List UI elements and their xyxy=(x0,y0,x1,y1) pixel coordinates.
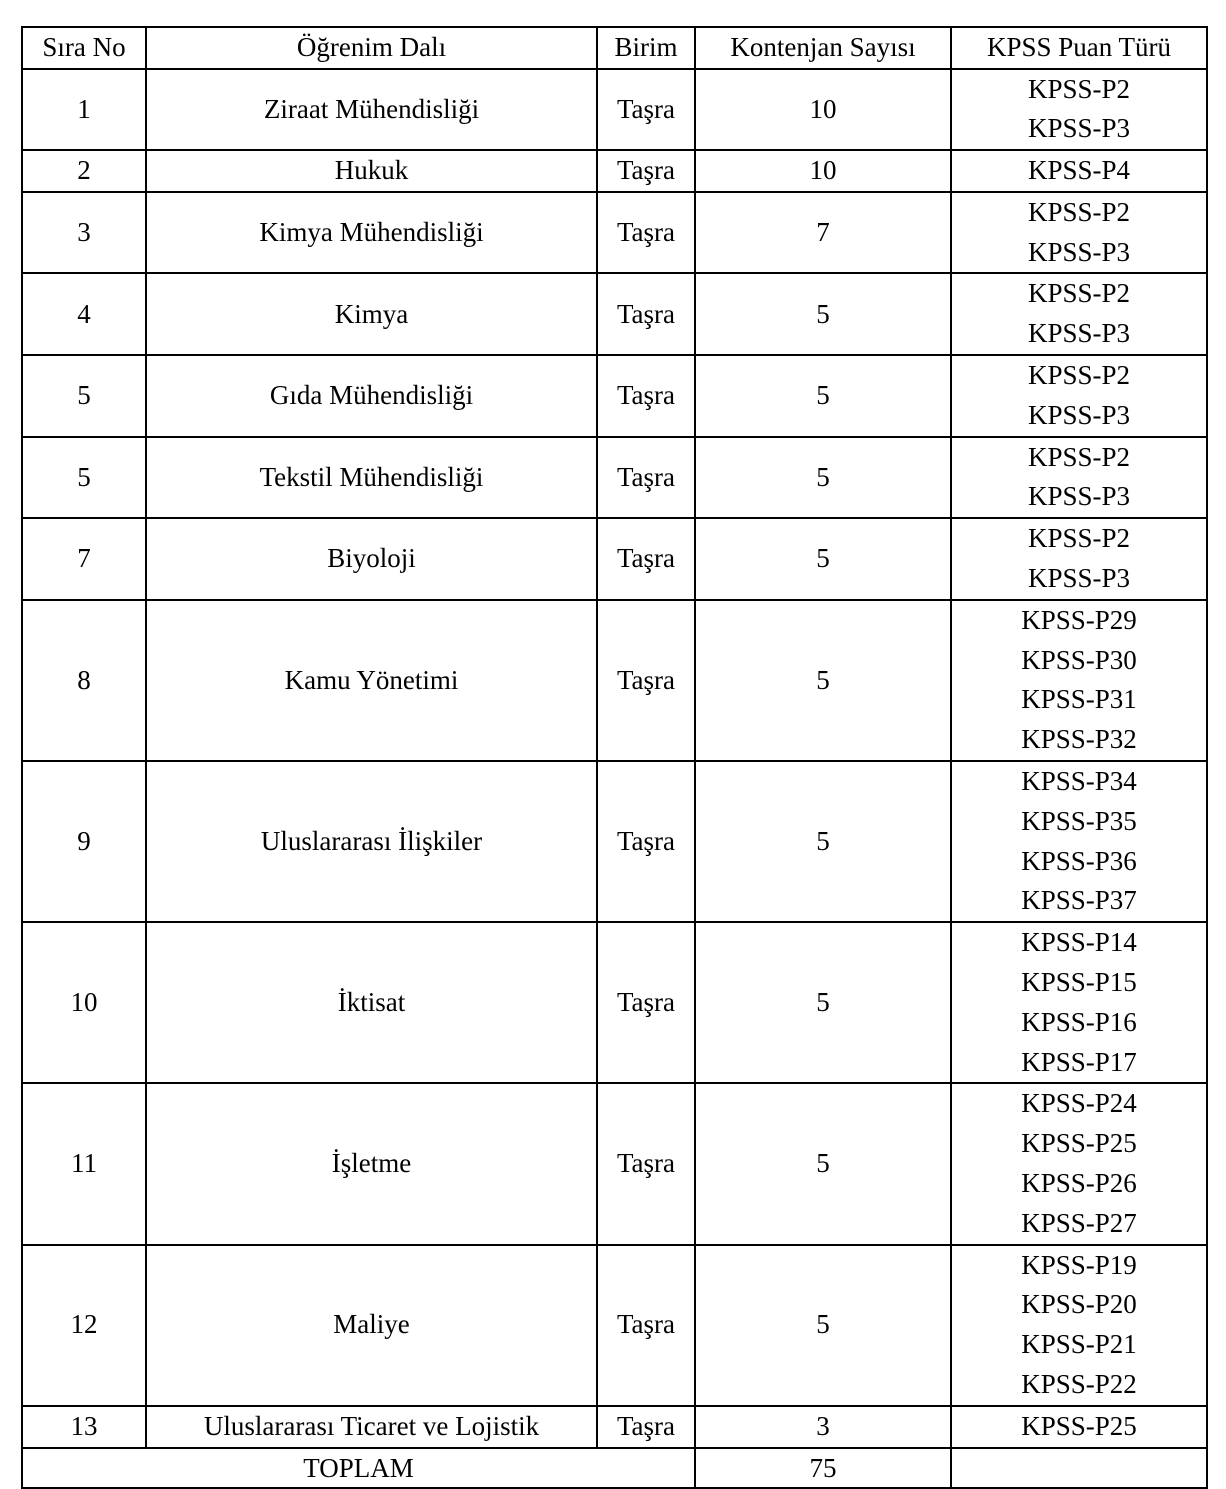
kpss-code: KPSS-P36 xyxy=(1021,845,1137,876)
cell-ogrenim-dali: Ziraat Mühendisliği xyxy=(146,69,597,151)
table-row xyxy=(22,192,1207,274)
kpss-code: KPSS-P3 xyxy=(1027,113,1131,144)
table-row xyxy=(22,437,1207,519)
kpss-code: KPSS-P19 xyxy=(1021,1249,1137,1280)
cell-sira-no: 12 xyxy=(22,1245,146,1406)
table-row xyxy=(22,922,1207,1083)
header-ogrenim-dali: Öğrenim Dalı xyxy=(146,27,597,69)
cell-birim: Taşra xyxy=(597,1245,695,1406)
cell-sira-no: 3 xyxy=(22,192,146,274)
cell-ogrenim-dali: Uluslararası Ticaret ve Lojistik xyxy=(146,1406,597,1448)
cell-birim: Taşra xyxy=(597,69,695,151)
table-row xyxy=(22,150,1207,192)
table-row xyxy=(22,518,1207,600)
cell-ogrenim-dali: İşletme xyxy=(146,1083,597,1244)
cell-kontenjan-sayisi: 5 xyxy=(695,600,951,761)
table-row xyxy=(22,355,1207,437)
cell-birim: Taşra xyxy=(597,1406,695,1448)
table-row xyxy=(22,600,1207,761)
cell-kontenjan-sayisi: 10 xyxy=(695,69,951,151)
cell-kontenjan-sayisi: 10 xyxy=(695,150,951,192)
cell-birim: Taşra xyxy=(597,355,695,437)
total-row xyxy=(22,1448,1207,1488)
cell-kpss-puan-turu xyxy=(951,150,1207,192)
kpss-code: KPSS-P15 xyxy=(1021,967,1137,998)
kpss-code: KPSS-P25 xyxy=(1021,1128,1137,1159)
kpss-code: KPSS-P20 xyxy=(1021,1289,1137,1320)
cell-kpss-puan-turu xyxy=(951,1083,1207,1244)
cell-kontenjan-sayisi: 5 xyxy=(695,761,951,922)
kpss-code: KPSS-P26 xyxy=(1021,1168,1137,1199)
kpss-code: KPSS-P25 xyxy=(1021,1410,1137,1441)
kpss-code: KPSS-P21 xyxy=(1021,1329,1137,1360)
cell-ogrenim-dali: Maliye xyxy=(146,1245,597,1406)
kpss-code: KPSS-P29 xyxy=(1021,604,1137,635)
table-row xyxy=(22,1245,1207,1406)
kpss-code: KPSS-P17 xyxy=(1021,1046,1137,1077)
cell-kontenjan-sayisi: 5 xyxy=(695,273,951,355)
cell-birim: Taşra xyxy=(597,518,695,600)
kpss-code: KPSS-P31 xyxy=(1021,684,1137,715)
table-row xyxy=(22,1406,1207,1448)
kpss-code: KPSS-P4 xyxy=(1027,155,1131,186)
cell-birim: Taşra xyxy=(597,437,695,519)
cell-kpss-puan-turu xyxy=(951,518,1207,600)
cell-ogrenim-dali: Biyoloji xyxy=(146,518,597,600)
cell-birim: Taşra xyxy=(597,192,695,274)
cell-kpss-puan-turu xyxy=(951,1245,1207,1406)
cell-birim: Taşra xyxy=(597,600,695,761)
total-kpss-cell xyxy=(951,1448,1207,1488)
kpss-code: KPSS-P32 xyxy=(1021,724,1137,755)
cell-kpss-puan-turu xyxy=(951,1406,1207,1448)
total-label: TOPLAM xyxy=(22,1448,695,1488)
quota-table xyxy=(21,26,1208,1489)
header-birim: Birim xyxy=(597,27,695,69)
total-value: 75 xyxy=(695,1448,951,1488)
table-row xyxy=(22,69,1207,151)
cell-sira-no: 4 xyxy=(22,273,146,355)
kpss-code: KPSS-P3 xyxy=(1027,318,1131,349)
table-header-row xyxy=(22,27,1207,69)
cell-kontenjan-sayisi: 5 xyxy=(695,437,951,519)
cell-kpss-puan-turu xyxy=(951,437,1207,519)
kpss-code: KPSS-P27 xyxy=(1021,1207,1137,1238)
cell-kontenjan-sayisi: 7 xyxy=(695,192,951,274)
cell-kontenjan-sayisi: 5 xyxy=(695,1083,951,1244)
cell-kpss-puan-turu xyxy=(951,69,1207,151)
cell-sira-no: 1 xyxy=(22,69,146,151)
cell-sira-no: 5 xyxy=(22,437,146,519)
cell-ogrenim-dali: Tekstil Mühendisliği xyxy=(146,437,597,519)
kpss-code: KPSS-P3 xyxy=(1027,399,1131,430)
kpss-code: KPSS-P3 xyxy=(1027,481,1131,512)
cell-kpss-puan-turu xyxy=(951,600,1207,761)
cell-kontenjan-sayisi: 5 xyxy=(695,922,951,1083)
cell-sira-no: 7 xyxy=(22,518,146,600)
cell-ogrenim-dali: İktisat xyxy=(146,922,597,1083)
table-body xyxy=(22,69,1207,1448)
kpss-code: KPSS-P22 xyxy=(1021,1369,1137,1399)
cell-sira-no: 13 xyxy=(22,1406,146,1448)
cell-sira-no: 2 xyxy=(22,150,146,192)
cell-birim: Taşra xyxy=(597,761,695,922)
kpss-code: KPSS-P2 xyxy=(1027,441,1131,472)
kpss-code: KPSS-P2 xyxy=(1027,278,1131,309)
cell-kontenjan-sayisi: 5 xyxy=(695,518,951,600)
cell-sira-no: 8 xyxy=(22,600,146,761)
cell-birim: Taşra xyxy=(597,150,695,192)
table-row xyxy=(22,1083,1207,1244)
kpss-code: KPSS-P2 xyxy=(1027,73,1131,104)
cell-kpss-puan-turu xyxy=(951,761,1207,922)
kpss-code: KPSS-P24 xyxy=(1021,1088,1137,1119)
cell-ogrenim-dali: Kimya Mühendisliği xyxy=(146,192,597,274)
cell-birim: Taşra xyxy=(597,922,695,1083)
kpss-code: KPSS-P2 xyxy=(1027,196,1131,227)
kpss-code: KPSS-P34 xyxy=(1021,766,1137,797)
kpss-code: KPSS-P2 xyxy=(1027,523,1131,554)
cell-ogrenim-dali: Hukuk xyxy=(146,150,597,192)
header-kpss-puan-turu: KPSS Puan Türü xyxy=(951,27,1207,69)
cell-birim: Taşra xyxy=(597,273,695,355)
cell-kontenjan-sayisi: 3 xyxy=(695,1406,951,1448)
kpss-code: KPSS-P2 xyxy=(1027,360,1131,391)
cell-birim: Taşra xyxy=(597,1083,695,1244)
kpss-code: KPSS-P3 xyxy=(1027,563,1131,594)
kpss-code: KPSS-P35 xyxy=(1021,805,1137,836)
cell-kontenjan-sayisi: 5 xyxy=(695,1245,951,1406)
table-row xyxy=(22,273,1207,355)
cell-kpss-puan-turu xyxy=(951,922,1207,1083)
header-kontenjan-sayisi: Kontenjan Sayısı xyxy=(695,27,951,69)
cell-sira-no: 11 xyxy=(22,1083,146,1244)
kpss-code: KPSS-P37 xyxy=(1021,885,1137,916)
header-sira-no: Sıra No xyxy=(22,27,146,69)
cell-ogrenim-dali: Gıda Mühendisliği xyxy=(146,355,597,437)
kpss-code: KPSS-P16 xyxy=(1021,1006,1137,1037)
cell-kontenjan-sayisi: 5 xyxy=(695,355,951,437)
kpss-code: KPSS-P30 xyxy=(1021,644,1137,675)
table-row xyxy=(22,761,1207,922)
cell-ogrenim-dali: Uluslararası İlişkiler xyxy=(146,761,597,922)
cell-sira-no: 5 xyxy=(22,355,146,437)
cell-sira-no: 10 xyxy=(22,922,146,1083)
cell-kpss-puan-turu xyxy=(951,192,1207,274)
kpss-code: KPSS-P3 xyxy=(1027,236,1131,267)
cell-ogrenim-dali: Kamu Yönetimi xyxy=(146,600,597,761)
kpss-code: KPSS-P14 xyxy=(1021,927,1137,958)
cell-kpss-puan-turu xyxy=(951,273,1207,355)
cell-ogrenim-dali: Kimya xyxy=(146,273,597,355)
cell-sira-no: 9 xyxy=(22,761,146,922)
cell-kpss-puan-turu xyxy=(951,355,1207,437)
